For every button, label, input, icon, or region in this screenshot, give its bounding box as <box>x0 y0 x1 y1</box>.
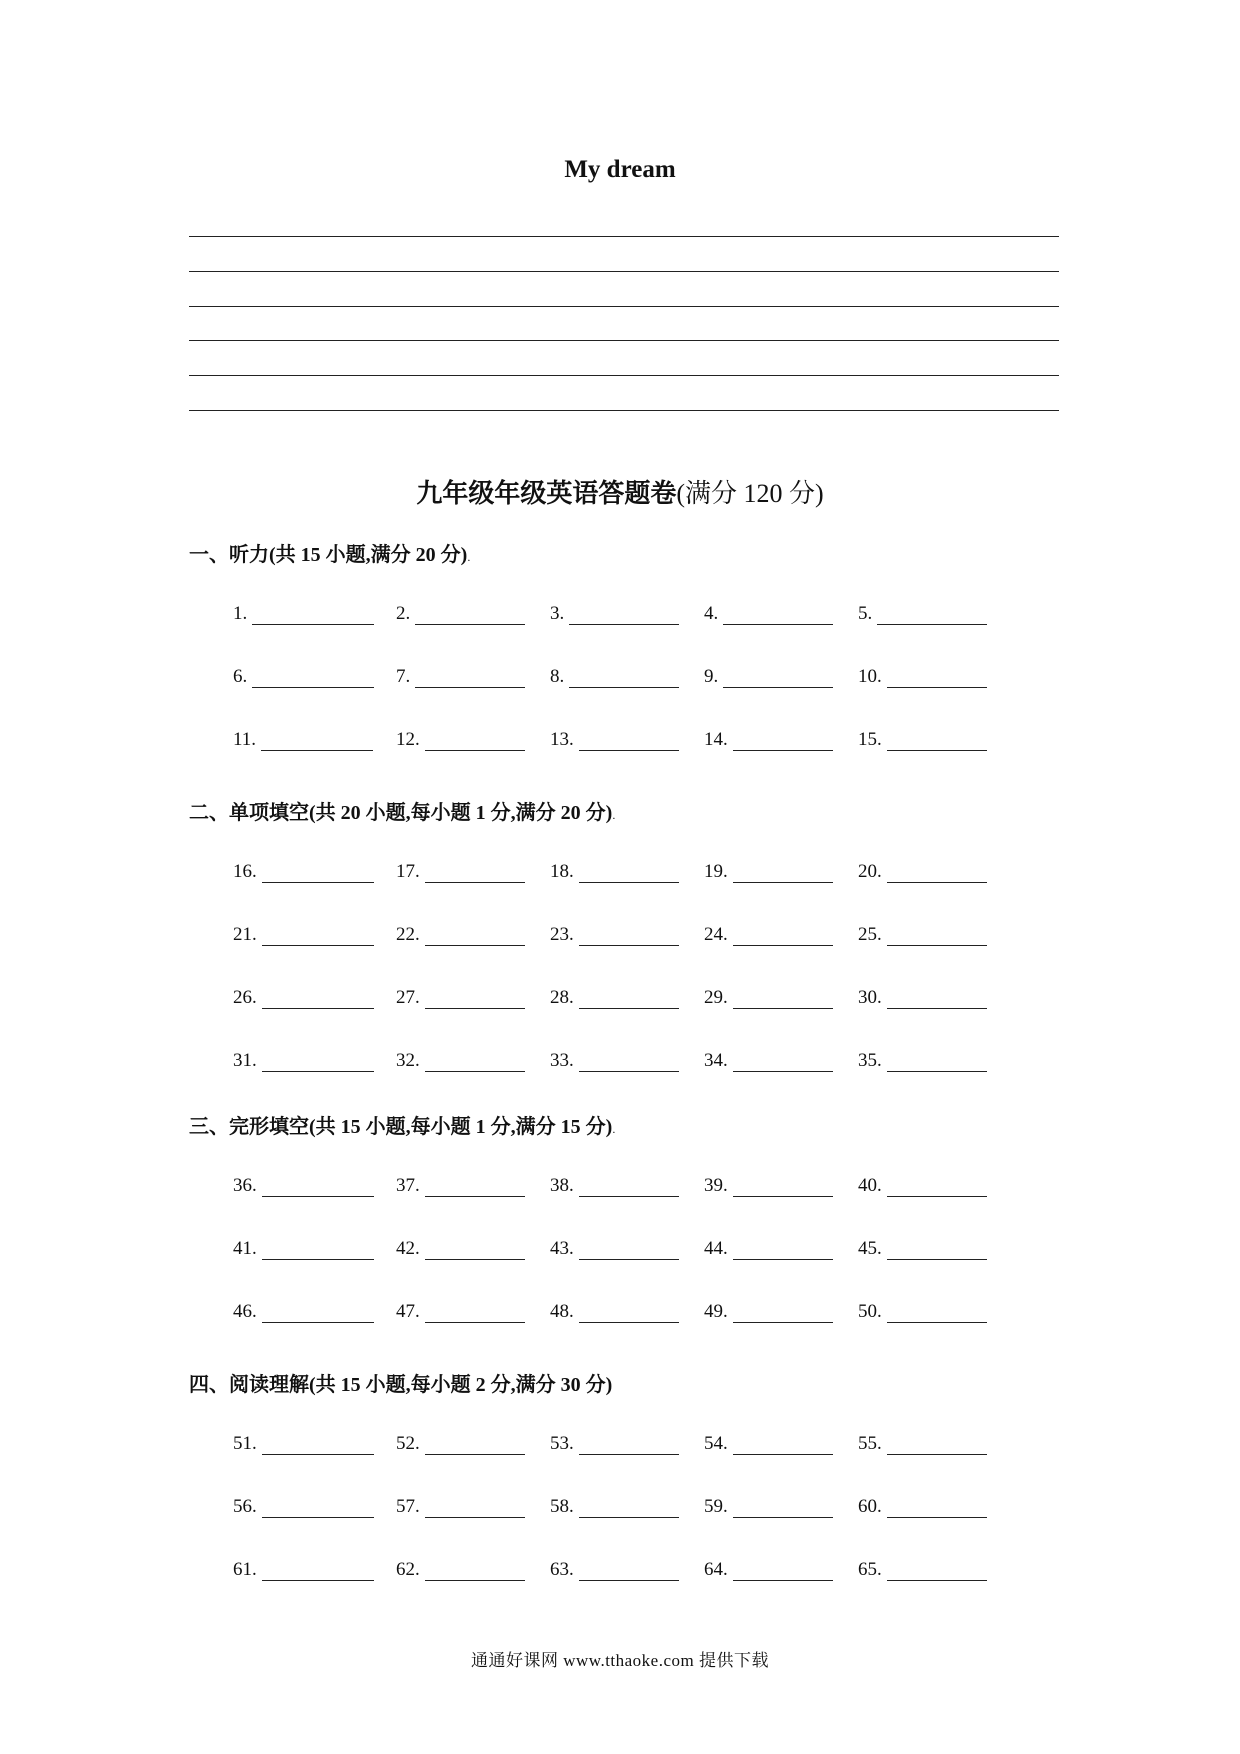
answer-item <box>704 858 833 888</box>
answer-blank[interactable] <box>262 1298 374 1323</box>
answer-blank[interactable] <box>887 1430 987 1455</box>
question-number: 37. <box>396 1175 420 1196</box>
writing-line[interactable] <box>189 205 1059 237</box>
answer-item <box>396 1172 525 1202</box>
answer-blank[interactable] <box>733 1235 833 1260</box>
question-number: 3. <box>550 603 565 624</box>
section-heading-text: 四、阅读理解(共 15 小题,每小题 2 分,满分 30 分) <box>189 1374 613 1396</box>
answer-item <box>550 1556 679 1586</box>
question-number: 27. <box>396 987 420 1008</box>
answer-item <box>396 1047 525 1077</box>
answer-item <box>704 1430 833 1460</box>
answer-item <box>704 1047 833 1077</box>
answer-blank[interactable] <box>733 1556 833 1581</box>
answer-blank[interactable] <box>579 1172 679 1197</box>
answer-item <box>704 921 833 951</box>
answer-blank[interactable] <box>733 1493 833 1518</box>
question-number: 14. <box>704 729 728 750</box>
answer-blank[interactable] <box>887 1235 987 1260</box>
question-number: 57. <box>396 1496 420 1517</box>
answer-blank[interactable] <box>723 600 833 625</box>
section-heading <box>189 796 615 825</box>
question-number: 29. <box>704 987 728 1008</box>
answer-blank[interactable] <box>579 1556 679 1581</box>
answer-blank[interactable] <box>262 1556 374 1581</box>
answer-item <box>233 726 373 756</box>
answer-item <box>704 726 833 756</box>
question-number: 6. <box>233 666 248 687</box>
answer-blank[interactable] <box>425 921 525 946</box>
question-number: 60. <box>858 1496 882 1517</box>
answer-blank[interactable] <box>262 858 374 883</box>
answer-item <box>550 600 679 630</box>
question-number: 13. <box>550 729 574 750</box>
question-number: 28. <box>550 987 574 1008</box>
answer-blank[interactable] <box>425 1430 525 1455</box>
answer-blank[interactable] <box>415 600 525 625</box>
answer-blank[interactable] <box>579 984 679 1009</box>
question-number: 7. <box>396 666 411 687</box>
answer-blank[interactable] <box>262 921 374 946</box>
question-number: 35. <box>858 1050 882 1071</box>
question-number: 46. <box>233 1301 257 1322</box>
answer-item <box>858 1493 987 1523</box>
question-number: 56. <box>233 1496 257 1517</box>
answer-item <box>233 1172 374 1202</box>
answer-blank[interactable] <box>733 1047 833 1072</box>
answer-blank[interactable] <box>733 1172 833 1197</box>
question-number: 8. <box>550 666 565 687</box>
answer-item <box>704 984 833 1014</box>
answer-blank[interactable] <box>425 1172 525 1197</box>
answer-item <box>233 1047 374 1077</box>
question-number: 10. <box>858 666 882 687</box>
question-number: 44. <box>704 1238 728 1259</box>
answer-item <box>233 984 374 1014</box>
answer-item <box>550 921 679 951</box>
answer-blank[interactable] <box>723 663 833 688</box>
question-number: 51. <box>233 1433 257 1454</box>
section-heading-trail: . <box>467 550 471 564</box>
question-number: 55. <box>858 1433 882 1454</box>
answer-blank[interactable] <box>425 726 525 751</box>
question-number: 4. <box>704 603 719 624</box>
question-number: 62. <box>396 1559 420 1580</box>
answer-item <box>858 984 987 1014</box>
answer-item <box>233 1430 374 1460</box>
answer-blank[interactable] <box>887 663 987 688</box>
answer-item <box>858 600 987 630</box>
answer-blank[interactable] <box>252 600 374 625</box>
question-number: 30. <box>858 987 882 1008</box>
question-number: 15. <box>858 729 882 750</box>
answer-item <box>550 1298 679 1328</box>
question-number: 22. <box>396 924 420 945</box>
answer-item <box>550 1235 679 1265</box>
answer-blank[interactable] <box>415 663 525 688</box>
question-number: 32. <box>396 1050 420 1071</box>
answer-blank[interactable] <box>579 921 679 946</box>
question-number: 19. <box>704 861 728 882</box>
section-heading <box>189 538 470 567</box>
answer-item <box>858 1235 987 1265</box>
question-number: 65. <box>858 1559 882 1580</box>
question-number: 16. <box>233 861 257 882</box>
question-number: 42. <box>396 1238 420 1259</box>
answer-blank[interactable] <box>579 726 679 751</box>
answer-blank[interactable] <box>579 1047 679 1072</box>
answer-item <box>396 726 525 756</box>
question-number: 36. <box>233 1175 257 1196</box>
question-number: 47. <box>396 1301 420 1322</box>
answer-blank[interactable] <box>733 921 833 946</box>
answer-item <box>396 1298 525 1328</box>
answer-item <box>858 1047 987 1077</box>
question-number: 24. <box>704 924 728 945</box>
answer-item <box>396 600 525 630</box>
question-number: 58. <box>550 1496 574 1517</box>
answer-item <box>704 600 833 630</box>
answer-item <box>858 663 987 693</box>
answer-blank[interactable] <box>887 1556 987 1581</box>
answer-item <box>550 1430 679 1460</box>
writing-line[interactable] <box>189 344 1059 376</box>
question-number: 52. <box>396 1433 420 1454</box>
question-number: 20. <box>858 861 882 882</box>
footer: 通通好课网 www.tthaoke.com 提供下载 <box>470 1651 770 1670</box>
question-number: 64. <box>704 1559 728 1580</box>
answer-item <box>233 1298 374 1328</box>
section-heading-text: 三、完形填空(共 15 小题,每小题 1 分,满分 15 分) <box>189 1116 613 1138</box>
question-number: 1. <box>233 603 248 624</box>
answer-blank[interactable] <box>262 1493 374 1518</box>
answer-item <box>704 1556 833 1586</box>
question-number: 63. <box>550 1559 574 1580</box>
answer-blank[interactable] <box>262 984 374 1009</box>
answer-item <box>858 1172 987 1202</box>
essay-title: My dream <box>564 156 676 183</box>
answer-item <box>396 1556 525 1586</box>
question-number: 40. <box>858 1175 882 1196</box>
answer-blank[interactable] <box>579 1298 679 1323</box>
writing-line[interactable] <box>189 275 1059 307</box>
answer-blank[interactable] <box>425 1556 525 1581</box>
answer-blank[interactable] <box>425 858 525 883</box>
answer-sheet-title-note: (满分 120 分) <box>676 479 824 508</box>
answer-blank[interactable] <box>262 1172 374 1197</box>
question-number: 53. <box>550 1433 574 1454</box>
answer-blank[interactable] <box>887 1298 987 1323</box>
answer-item <box>396 1235 525 1265</box>
answer-blank[interactable] <box>425 1235 525 1260</box>
question-number: 25. <box>858 924 882 945</box>
answer-item <box>858 1556 987 1586</box>
answer-item <box>550 858 679 888</box>
question-number: 5. <box>858 603 873 624</box>
writing-line[interactable] <box>189 309 1059 341</box>
question-number: 21. <box>233 924 257 945</box>
answer-item <box>233 1556 374 1586</box>
answer-item <box>550 1172 679 1202</box>
question-number: 41. <box>233 1238 257 1259</box>
answer-blank[interactable] <box>733 1430 833 1455</box>
answer-item <box>396 858 525 888</box>
question-number: 31. <box>233 1050 257 1071</box>
answer-blank[interactable] <box>579 1235 679 1260</box>
answer-item <box>704 1172 833 1202</box>
section-heading <box>189 1110 615 1139</box>
answer-blank[interactable] <box>733 726 833 751</box>
answer-item <box>396 1430 525 1460</box>
answer-blank[interactable] <box>579 858 679 883</box>
answer-blank[interactable] <box>261 726 373 751</box>
writing-line[interactable] <box>189 379 1059 411</box>
answer-item <box>396 984 525 1014</box>
answer-blank[interactable] <box>425 1493 525 1518</box>
answer-item <box>396 1493 525 1523</box>
writing-lines <box>189 205 1059 414</box>
question-number: 17. <box>396 861 420 882</box>
answer-item <box>550 1493 679 1523</box>
answer-item <box>550 663 679 693</box>
section-heading-trail: . <box>612 1122 616 1136</box>
answer-item <box>396 663 525 693</box>
answer-item <box>704 663 833 693</box>
answer-item <box>858 858 987 888</box>
answer-item <box>858 1298 987 1328</box>
answer-item <box>858 1430 987 1460</box>
answer-item <box>233 921 374 951</box>
answer-blank[interactable] <box>887 726 987 751</box>
question-number: 54. <box>704 1433 728 1454</box>
question-number: 48. <box>550 1301 574 1322</box>
answer-blank[interactable] <box>887 921 987 946</box>
answer-blank[interactable] <box>579 1493 679 1518</box>
question-number: 11. <box>233 729 257 750</box>
answer-blank[interactable] <box>887 1047 987 1072</box>
answer-item <box>858 726 987 756</box>
answer-item <box>550 726 679 756</box>
answer-item <box>704 1298 833 1328</box>
answer-item <box>233 1235 374 1265</box>
answer-item <box>858 921 987 951</box>
section-heading <box>189 1368 612 1397</box>
answer-sheet-title-text: 九年级年级英语答题卷 <box>416 479 677 508</box>
answer-blank[interactable] <box>425 984 525 1009</box>
answer-sheet-title <box>0 473 1240 510</box>
question-number: 38. <box>550 1175 574 1196</box>
answer-blank[interactable] <box>877 600 987 625</box>
answer-blank[interactable] <box>887 1493 987 1518</box>
answer-blank[interactable] <box>262 1047 374 1072</box>
answer-blank[interactable] <box>425 1047 525 1072</box>
answer-blank[interactable] <box>887 1172 987 1197</box>
question-number: 18. <box>550 861 574 882</box>
section-heading-text: 二、单项填空(共 20 小题,每小题 1 分,满分 20 分) <box>189 802 613 824</box>
answer-item <box>233 858 374 888</box>
answer-item <box>233 1493 374 1523</box>
answer-blank[interactable] <box>887 858 987 883</box>
answer-blank[interactable] <box>733 984 833 1009</box>
question-number: 33. <box>550 1050 574 1071</box>
answer-item <box>233 663 374 693</box>
answer-item <box>704 1235 833 1265</box>
answer-blank[interactable] <box>252 663 374 688</box>
answer-blank[interactable] <box>733 1298 833 1323</box>
question-number: 34. <box>704 1050 728 1071</box>
question-number: 50. <box>858 1301 882 1322</box>
answer-blank[interactable] <box>579 1430 679 1455</box>
question-number: 39. <box>704 1175 728 1196</box>
answer-item <box>550 1047 679 1077</box>
question-number: 2. <box>396 603 411 624</box>
answer-blank[interactable] <box>887 984 987 1009</box>
question-number: 59. <box>704 1496 728 1517</box>
answer-item <box>233 600 374 630</box>
question-number: 12. <box>396 729 420 750</box>
answer-blank[interactable] <box>425 1298 525 1323</box>
writing-line[interactable] <box>189 240 1059 272</box>
answer-blank[interactable] <box>569 600 679 625</box>
answer-blank[interactable] <box>262 1430 374 1455</box>
question-number: 49. <box>704 1301 728 1322</box>
answer-blank[interactable] <box>262 1235 374 1260</box>
question-number: 9. <box>704 666 719 687</box>
section-heading-text: 一、听力(共 15 小题,满分 20 分) <box>189 544 468 566</box>
question-number: 26. <box>233 987 257 1008</box>
section-heading-trail: . <box>612 808 616 822</box>
question-number: 61. <box>233 1559 257 1580</box>
question-number: 45. <box>858 1238 882 1259</box>
answer-blank[interactable] <box>733 858 833 883</box>
question-number: 43. <box>550 1238 574 1259</box>
answer-item <box>704 1493 833 1523</box>
answer-item <box>550 984 679 1014</box>
question-number: 23. <box>550 924 574 945</box>
answer-blank[interactable] <box>569 663 679 688</box>
answer-item <box>396 921 525 951</box>
